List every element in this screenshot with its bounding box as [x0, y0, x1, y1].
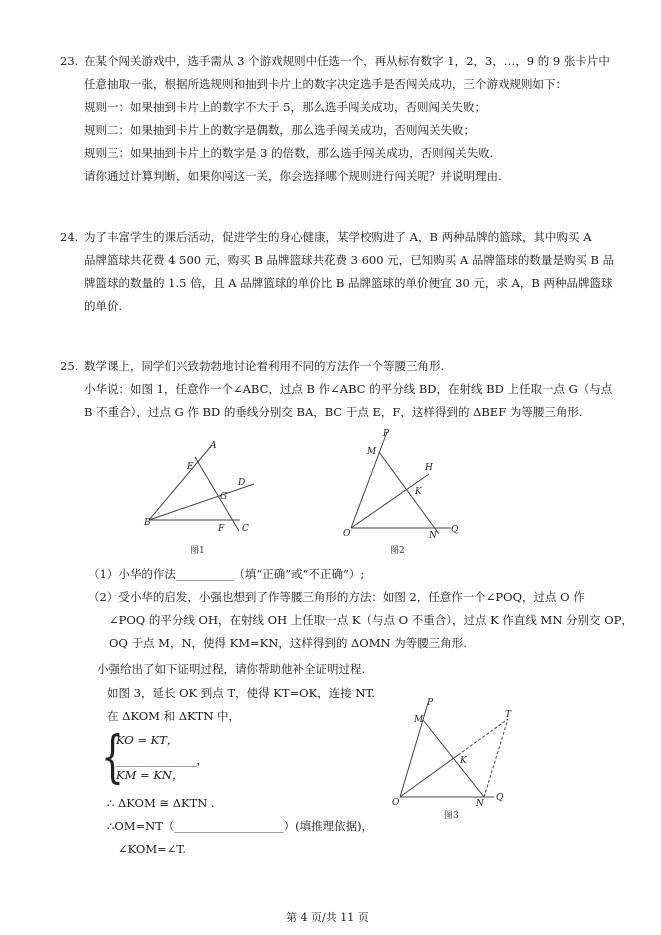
- figure-3: [386, 697, 516, 807]
- fig3-label-m: M: [414, 715, 424, 725]
- fig2-label-m: M: [367, 447, 377, 457]
- q23-line2: 任意抽取一张，根据所选规则和抽到卡片上的数字决定选手是否闯关成功，三个游戏规则如下：: [84, 77, 567, 91]
- q23-rule1: 规则一：如果抽到卡片上的数字不大于 5，那么选手闯关成功，否则闯关失败；: [84, 100, 486, 114]
- q25-part2-line2: ∠POQ 的平分线 OH，在射线 OH 上任取一点 K（与点 O 不重合），过点 K 作直线 MN 分别交 OP，: [109, 613, 633, 627]
- fig3-label-p: P: [427, 698, 434, 708]
- q24-line3: 牌篮球的数量的 1.5 倍，且 A 品牌篮球的单价比 B 品牌篮球的单价便宜 30 元，求 A，B 两种品牌篮球: [84, 276, 613, 290]
- fig2-ray-oh: [351, 474, 429, 528]
- q25-part2-line3: OQ 于点 M，N，使得 KM=KN，这样得到的 ΔOMN 为等腰三角形.: [109, 636, 467, 650]
- figure-2: [337, 428, 467, 542]
- proof-conclusion-2: ∴OM=NT（___________________）(填推理依据)，: [107, 819, 374, 833]
- q25-proof-line1: 如图 3，延长 OK 到点 T，使得 KT=OK，连接 NT.: [107, 686, 376, 700]
- fig2-label-p: P: [383, 429, 390, 439]
- proof-conclusion-3: ∠KOM=∠T.: [118, 842, 187, 856]
- page-footer: 第 4 页/共 11 页: [286, 911, 369, 924]
- q25-intro: 数学课上，同学们兴致勃勃地讨论着利用不同的方法作一个等腰三角形.: [84, 359, 445, 373]
- q23-rule2: 规则二：如果抽到卡片上的数字是偶数，那么选手闯关成功，否则闯关失败；: [84, 123, 475, 137]
- fig2-label-n: N: [429, 531, 437, 541]
- q25-part2-line1: （2）受小华的启发，小强也想到了作等腰三角形的方法：如图 2，任意作一个∠POQ，过点 O 作: [88, 590, 585, 604]
- fig3-segment-kt-dashed: [458, 719, 508, 755]
- fig3-label-k: K: [460, 756, 467, 766]
- fig2-label-h: H: [425, 463, 433, 473]
- fig3-label-t: T: [505, 710, 512, 720]
- fig1-label-d: D: [238, 478, 246, 488]
- q25-proof-intro: 小强给出了如下证明过程，请你帮助他补全证明过程.: [97, 662, 366, 676]
- proof-condition-1: KO = KT，: [116, 733, 179, 747]
- q23-number: 23.: [60, 54, 79, 68]
- fig1-label-a: A: [210, 441, 217, 451]
- q25-part1: （1）小华的作法__________（填“正确”或“不正确”）;: [88, 567, 365, 581]
- q23-line1: 在某个闯关游戏中，选手需从 3 个游戏规则中任选一个，再从标有数字 1，2，3，…，9 的 9 张卡片中: [84, 54, 610, 68]
- q23-rule3: 规则三：如果抽到卡片上的数字是 3 的倍数，那么选手闯关成功，否则闯关失败.: [84, 146, 494, 160]
- fig3-segment-nt-dashed: [484, 719, 508, 797]
- q24-number: 24.: [60, 230, 79, 244]
- fig3-line-mn: [423, 720, 484, 797]
- fig2-label-o: O: [343, 529, 351, 539]
- q25-xiaohua-line1: 小华说：如图 1，任意作一个∠ABC，过点 B 作∠ABC 的平分线 BD，在射线 BD 上任取一点 G（与点: [84, 382, 613, 396]
- q25-number: 25.: [60, 359, 79, 373]
- proof-condition-3: KM = KN，: [116, 768, 184, 782]
- fig1-caption: 图1: [190, 546, 205, 556]
- q24-line4: 的单价.: [84, 299, 123, 313]
- proof-conclusion-1: ∴ ΔKOM ≅ ΔKTN .: [107, 796, 215, 810]
- q25-xiaohua-line2: B 不重合），过点 G 作 BD 的垂线分别交 BA，BC 于点 E，F，这样得到的 ΔBEF 为等腰三角形.: [84, 405, 583, 419]
- q24-line2: 品牌篮球共花费 4 500 元，购买 B 品牌篮球共花费 3 600 元，已知购买 A 品牌篮球的数量是购买 B 品: [84, 253, 615, 267]
- fig3-segment-ok: [400, 755, 458, 797]
- proof-condition-2: ______________，: [116, 753, 208, 767]
- fig1-label-e: E: [187, 462, 194, 472]
- figure-1: [142, 437, 258, 535]
- fig3-caption: 图3: [444, 811, 459, 821]
- fig3-label-n: N: [476, 799, 484, 807]
- fig2-caption: 图2: [390, 546, 405, 556]
- q24-line1: 为了丰富学生的课后活动，促进学生的身心健康，某学校购进了 A，B 两种品牌的篮球，其中购买 A: [84, 230, 592, 244]
- fig3-label-o: O: [392, 798, 400, 807]
- fig2-label-k: K: [415, 487, 422, 497]
- fig3-label-q: Q: [496, 793, 504, 803]
- fig1-label-g: G: [220, 492, 228, 502]
- fig1-label-f: F: [218, 524, 225, 534]
- proof-brace: {: [101, 726, 124, 790]
- fig1-label-c: C: [242, 524, 249, 534]
- q23-question: 请你通过计算判断，如果你闯这一关，你会选择哪个规则进行闯关呢？并说明理由.: [84, 169, 502, 183]
- q25-proof-line2: 在 ΔKOM 和 ΔKTN 中，: [107, 709, 241, 723]
- fig1-label-b: B: [144, 518, 151, 528]
- fig2-label-q: Q: [451, 525, 459, 535]
